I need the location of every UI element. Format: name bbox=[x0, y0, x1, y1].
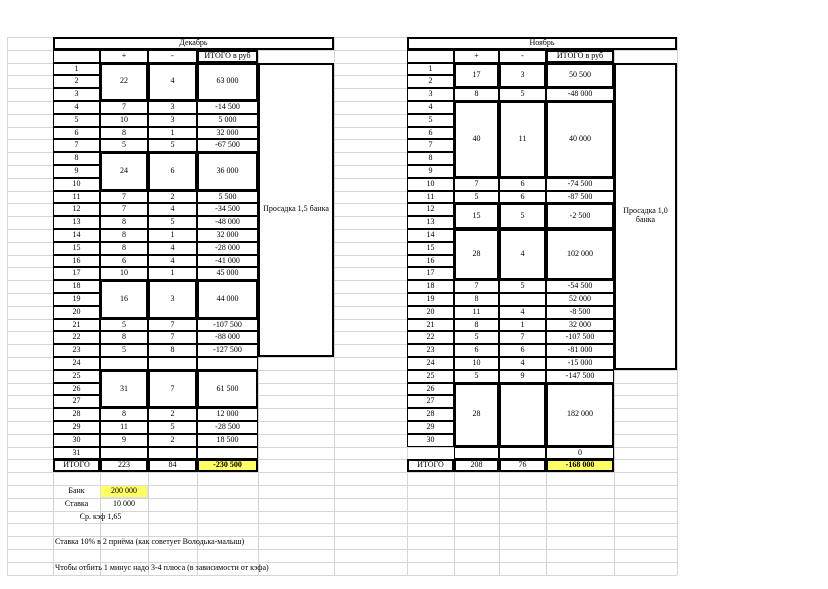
sum-cell: -8 500 bbox=[546, 306, 614, 319]
gridline-h bbox=[7, 575, 677, 576]
day-cell: 18 bbox=[407, 280, 454, 293]
day-cell: 3 bbox=[407, 88, 454, 101]
plus-cell: 8 bbox=[454, 319, 499, 332]
day-cell: 14 bbox=[407, 229, 454, 242]
header-empty bbox=[407, 50, 454, 63]
day-cell: 3 bbox=[53, 88, 100, 101]
header-minus: - bbox=[499, 50, 546, 63]
day-cell: 10 bbox=[53, 178, 100, 191]
total-sum: -168 000 bbox=[546, 459, 614, 472]
total-sum: -230 500 bbox=[197, 459, 258, 472]
minus-cell: 3 bbox=[148, 101, 197, 114]
sum-cell: 61 500 bbox=[197, 370, 258, 408]
day-cell: 20 bbox=[53, 306, 100, 319]
header-plus: + bbox=[454, 50, 499, 63]
day-cell: 12 bbox=[407, 203, 454, 216]
plus-cell: 22 bbox=[100, 63, 148, 101]
plus-cell: 10 bbox=[454, 357, 499, 370]
plus-cell: 7 bbox=[100, 101, 148, 114]
day-cell: 15 bbox=[407, 242, 454, 255]
sum-cell: -14 500 bbox=[197, 101, 258, 114]
day-cell: 2 bbox=[407, 75, 454, 88]
minus-cell: 1 bbox=[148, 267, 197, 280]
plus-cell: 8 bbox=[100, 331, 148, 344]
sum-cell: -15 000 bbox=[546, 357, 614, 370]
sum-cell: -147 500 bbox=[546, 370, 614, 383]
day-cell: 30 bbox=[407, 434, 454, 447]
minus-cell: 4 bbox=[148, 203, 197, 216]
plus-cell: 8 bbox=[100, 229, 148, 242]
plus-cell: 7 bbox=[454, 280, 499, 293]
minus-cell: 6 bbox=[499, 344, 546, 357]
minus-cell: 4 bbox=[499, 357, 546, 370]
sum-cell: 63 000 bbox=[197, 63, 258, 101]
minus-cell: 3 bbox=[148, 280, 197, 318]
sum-cell: 52 000 bbox=[546, 293, 614, 306]
sum-cell bbox=[197, 447, 258, 460]
sum-cell: 0 bbox=[546, 447, 614, 460]
plus-cell: 5 bbox=[100, 319, 148, 332]
minus-cell bbox=[148, 357, 197, 370]
day-cell: 8 bbox=[407, 152, 454, 165]
day-cell: 24 bbox=[407, 357, 454, 370]
sum-cell: 182 000 bbox=[546, 383, 614, 447]
plus-cell: 28 bbox=[454, 229, 499, 280]
day-cell: 14 bbox=[53, 229, 100, 242]
minus-cell bbox=[499, 447, 546, 460]
day-cell: 25 bbox=[53, 370, 100, 383]
sum-cell: -107 500 bbox=[197, 319, 258, 332]
sum-cell: -41 000 bbox=[197, 255, 258, 268]
day-cell: 17 bbox=[53, 267, 100, 280]
plus-cell: 5 bbox=[454, 191, 499, 204]
day-cell: 16 bbox=[53, 255, 100, 268]
day-cell: 25 bbox=[407, 370, 454, 383]
minus-cell: 4 bbox=[499, 229, 546, 280]
day-cell: 9 bbox=[407, 165, 454, 178]
total-label: ИТОГО bbox=[53, 459, 100, 472]
plus-cell: 16 bbox=[100, 280, 148, 318]
sum-cell: -127 500 bbox=[197, 344, 258, 357]
gridline-h bbox=[7, 472, 677, 473]
plus-cell: 7 bbox=[454, 178, 499, 191]
day-cell: 19 bbox=[407, 293, 454, 306]
day-cell: 31 bbox=[53, 447, 100, 460]
plus-cell: 5 bbox=[454, 370, 499, 383]
sum-cell: 32 000 bbox=[197, 127, 258, 140]
sum-cell: 12 000 bbox=[197, 408, 258, 421]
day-cell: 15 bbox=[53, 242, 100, 255]
day-cell: 9 bbox=[53, 165, 100, 178]
december-title: Декабрь bbox=[53, 37, 334, 50]
day-cell: 2 bbox=[53, 75, 100, 88]
sum-cell: -34 500 bbox=[197, 203, 258, 216]
sum-cell: -87 500 bbox=[546, 191, 614, 204]
sum-cell: 45 000 bbox=[197, 267, 258, 280]
day-cell: 7 bbox=[53, 139, 100, 152]
sum-cell: -48 000 bbox=[546, 88, 614, 101]
header-empty bbox=[53, 50, 100, 63]
plus-cell: 40 bbox=[454, 101, 499, 178]
day-cell: 27 bbox=[53, 395, 100, 408]
day-cell: 10 bbox=[407, 178, 454, 191]
minus-cell: 4 bbox=[499, 306, 546, 319]
plus-cell: 8 bbox=[100, 242, 148, 255]
sum-cell bbox=[197, 357, 258, 370]
minus-cell: 9 bbox=[499, 370, 546, 383]
sum-cell: 18 500 bbox=[197, 434, 258, 447]
plus-cell: 15 bbox=[454, 203, 499, 229]
day-cell: 13 bbox=[407, 216, 454, 229]
november-title: Ноябрь bbox=[407, 37, 677, 50]
minus-cell: 8 bbox=[148, 344, 197, 357]
sum-cell: 5 000 bbox=[197, 114, 258, 127]
gridline-v bbox=[334, 37, 335, 575]
minus-cell: 4 bbox=[148, 63, 197, 101]
note-plus-minus: Чтобы отбить 1 минус надо 3-4 плюса (в зависимости от кэфа) bbox=[55, 562, 269, 572]
sum-cell: -28 000 bbox=[197, 242, 258, 255]
minus-cell: 6 bbox=[499, 191, 546, 204]
sum-cell: 36 000 bbox=[197, 152, 258, 190]
plus-cell: 7 bbox=[100, 191, 148, 204]
day-cell: 11 bbox=[407, 191, 454, 204]
day-cell: 28 bbox=[53, 408, 100, 421]
day-cell: 23 bbox=[407, 344, 454, 357]
plus-cell: 10 bbox=[100, 114, 148, 127]
avg-coef: Ср. кэф 1,65 bbox=[79, 511, 122, 521]
day-cell: 1 bbox=[53, 63, 100, 76]
day-cell: 4 bbox=[53, 101, 100, 114]
stake-label: Ставка bbox=[64, 498, 89, 508]
minus-cell: 2 bbox=[148, 191, 197, 204]
minus-cell: 6 bbox=[499, 178, 546, 191]
day-cell: 21 bbox=[53, 319, 100, 332]
sum-cell: -28 500 bbox=[197, 421, 258, 434]
minus-cell: 7 bbox=[148, 319, 197, 332]
minus-cell: 11 bbox=[499, 101, 546, 178]
gridline-v bbox=[677, 37, 678, 575]
day-cell: 22 bbox=[407, 331, 454, 344]
plus-cell: 5 bbox=[100, 139, 148, 152]
day-cell: 20 bbox=[407, 306, 454, 319]
plus-cell: 24 bbox=[100, 152, 148, 190]
day-cell: 21 bbox=[407, 319, 454, 332]
day-cell: 23 bbox=[53, 344, 100, 357]
plus-cell: 8 bbox=[454, 293, 499, 306]
sum-cell: -2 500 bbox=[546, 203, 614, 229]
plus-cell: 7 bbox=[100, 203, 148, 216]
minus-cell: 4 bbox=[148, 255, 197, 268]
header-plus: + bbox=[100, 50, 148, 63]
sum-cell: 40 000 bbox=[546, 101, 614, 178]
sum-cell: 44 000 bbox=[197, 280, 258, 318]
minus-cell: 7 bbox=[148, 370, 197, 408]
plus-cell: 9 bbox=[100, 434, 148, 447]
day-cell: 26 bbox=[407, 383, 454, 396]
plus-cell: 5 bbox=[454, 331, 499, 344]
plus-cell: 8 bbox=[100, 216, 148, 229]
sum-cell: -88 000 bbox=[197, 331, 258, 344]
sum-cell: 102 000 bbox=[546, 229, 614, 280]
plus-cell: 5 bbox=[100, 344, 148, 357]
day-cell: 8 bbox=[53, 152, 100, 165]
day-cell: 28 bbox=[407, 408, 454, 421]
day-cell: 22 bbox=[53, 331, 100, 344]
plus-cell bbox=[454, 447, 499, 460]
minus-cell: 1 bbox=[148, 229, 197, 242]
day-cell: 29 bbox=[53, 421, 100, 434]
sum-cell: -74 500 bbox=[546, 178, 614, 191]
day-cell: 30 bbox=[53, 434, 100, 447]
plus-cell: 8 bbox=[100, 127, 148, 140]
minus-cell: 5 bbox=[499, 280, 546, 293]
sum-cell: -81 000 bbox=[546, 344, 614, 357]
day-cell: 1 bbox=[407, 63, 454, 76]
minus-cell: 5 bbox=[499, 88, 546, 101]
bank-value: 200 000 bbox=[100, 485, 148, 498]
minus-cell: 5 bbox=[148, 421, 197, 434]
plus-cell: 10 bbox=[100, 267, 148, 280]
minus-cell: 4 bbox=[148, 242, 197, 255]
day-cell: 16 bbox=[407, 255, 454, 268]
plus-cell: 6 bbox=[100, 255, 148, 268]
drawdown-note: Просадка 1,5 банка bbox=[258, 63, 334, 357]
day-cell: 24 bbox=[53, 357, 100, 370]
day-cell: 27 bbox=[407, 395, 454, 408]
plus-cell: 31 bbox=[100, 370, 148, 408]
stake-value: 10 000 bbox=[113, 498, 135, 508]
plus-cell: 6 bbox=[454, 344, 499, 357]
sum-cell: -67 500 bbox=[197, 139, 258, 152]
drawdown-note: Просадка 1,0 банка bbox=[614, 63, 677, 370]
sum-cell: -107 500 bbox=[546, 331, 614, 344]
gridline-h bbox=[7, 523, 677, 524]
minus-cell: 6 bbox=[148, 152, 197, 190]
minus-cell bbox=[499, 293, 546, 306]
minus-cell: 5 bbox=[148, 216, 197, 229]
sum-cell: -48 000 bbox=[197, 216, 258, 229]
day-cell: 6 bbox=[53, 127, 100, 140]
day-cell: 13 bbox=[53, 216, 100, 229]
sum-cell: 5 500 bbox=[197, 191, 258, 204]
minus-cell: 5 bbox=[499, 203, 546, 229]
minus-cell: 1 bbox=[499, 319, 546, 332]
minus-cell bbox=[499, 383, 546, 447]
minus-cell: 2 bbox=[148, 408, 197, 421]
plus-cell: 11 bbox=[454, 306, 499, 319]
header-total: ИТОГО в руб bbox=[546, 50, 614, 63]
minus-cell: 2 bbox=[148, 434, 197, 447]
total-plus: 208 bbox=[454, 459, 499, 472]
plus-cell: 8 bbox=[454, 88, 499, 101]
note-stake: Ставка 10% в 2 приёма (как советует Володька-малыш) bbox=[55, 537, 245, 547]
minus-cell: 3 bbox=[148, 114, 197, 127]
minus-cell: 7 bbox=[499, 331, 546, 344]
day-cell: 4 bbox=[407, 101, 454, 114]
plus-cell: 11 bbox=[100, 421, 148, 434]
minus-cell: 1 bbox=[148, 127, 197, 140]
total-plus: 223 bbox=[100, 459, 148, 472]
header-total: ИТОГО в руб bbox=[197, 50, 258, 63]
day-cell: 26 bbox=[53, 383, 100, 396]
total-label: ИТОГО bbox=[407, 459, 454, 472]
day-cell: 5 bbox=[53, 114, 100, 127]
gridline-v bbox=[7, 37, 8, 575]
gridline-h bbox=[7, 549, 677, 550]
minus-cell: 7 bbox=[148, 331, 197, 344]
plus-cell bbox=[100, 357, 148, 370]
sum-cell: 50 500 bbox=[546, 63, 614, 89]
plus-cell: 8 bbox=[100, 408, 148, 421]
total-minus: 76 bbox=[499, 459, 546, 472]
header-minus: - bbox=[148, 50, 197, 63]
sum-cell: 32 000 bbox=[197, 229, 258, 242]
day-cell: 6 bbox=[407, 127, 454, 140]
plus-cell: 17 bbox=[454, 63, 499, 89]
day-cell: 7 bbox=[407, 139, 454, 152]
sum-cell: -54 500 bbox=[546, 280, 614, 293]
minus-cell: 5 bbox=[148, 139, 197, 152]
minus-cell: 3 bbox=[499, 63, 546, 89]
day-cell: 19 bbox=[53, 293, 100, 306]
sum-cell: 32 000 bbox=[546, 319, 614, 332]
day-cell: 5 bbox=[407, 114, 454, 127]
minus-cell bbox=[148, 447, 197, 460]
total-minus: 84 bbox=[148, 459, 197, 472]
day-cell: 18 bbox=[53, 280, 100, 293]
bank-label: Банк bbox=[68, 486, 85, 495]
day-cell: 11 bbox=[53, 191, 100, 204]
day-cell: 17 bbox=[407, 267, 454, 280]
day-cell: 29 bbox=[407, 421, 454, 434]
day-cell: 12 bbox=[53, 203, 100, 216]
plus-cell: 28 bbox=[454, 383, 499, 447]
plus-cell bbox=[100, 447, 148, 460]
